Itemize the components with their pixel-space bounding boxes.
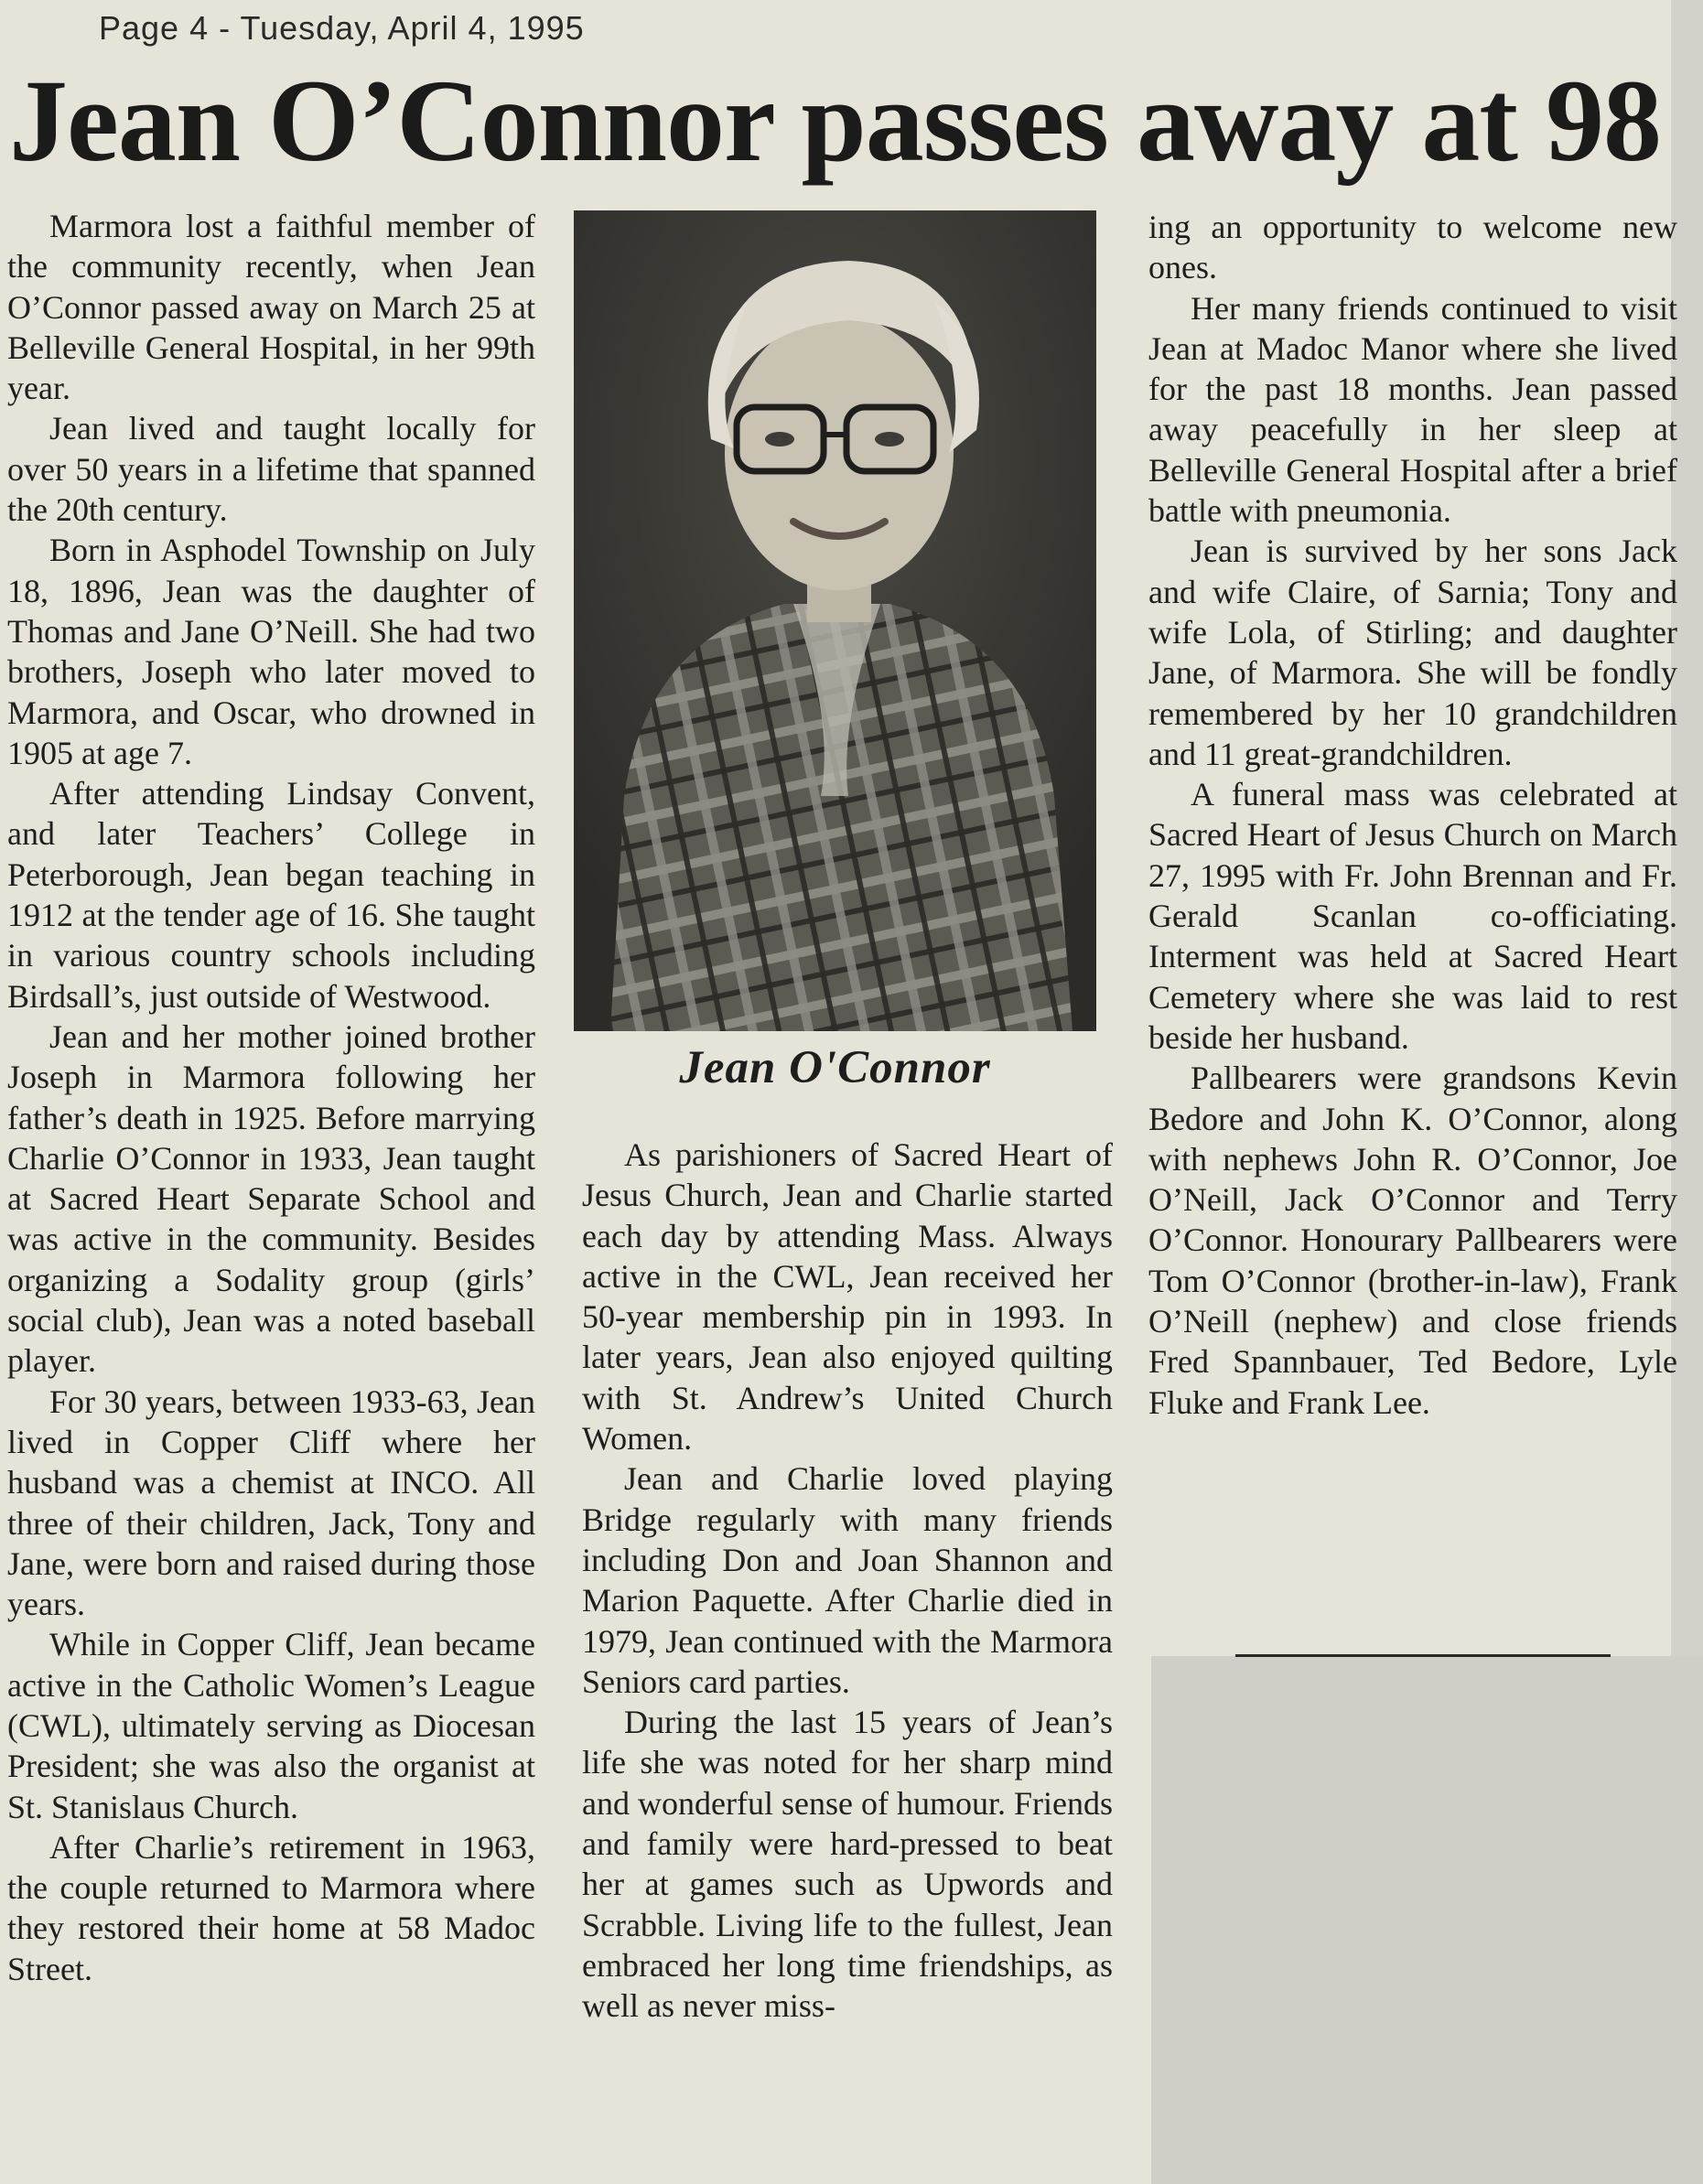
photo-caption: Jean O'Connor — [679, 1042, 991, 1093]
article-column-2 — [582, 1135, 1113, 2027]
page-dateline: Page 4 - Tuesday, April 4, 1995 — [99, 9, 585, 47]
paragraph: After Charlie’s retirement in 1963, the couple returned to Marmora where they restored their home at 58 Madoc Street. — [7, 1828, 535, 1987]
article-column-3 — [1148, 207, 1677, 1423]
paragraph: Jean is survived by her sons Jack and wife Claire, of Sarnia; Tony and wife Lola, of Stirling; and daughter Jane, of Marmora. She will be fondly remembered by her 10 grandchildren and 11 great-grandchildren. — [1148, 533, 1677, 772]
paragraph: For 30 years, between 1933-63, Jean lived in Copper Cliff where her husband was a chemist at INCO. All three of their children, Jack, Tony and Jane, were born and raised during those years. — [7, 1382, 535, 1623]
article-column-1 — [7, 206, 535, 1989]
paragraph: While in Copper Cliff, Jean became active in the Catholic Women’s League (CWL), ultimately serving as Diocesan President; she was also the organist at St. Stanislaus Church. — [7, 1626, 535, 1825]
scan-background — [1151, 1656, 1703, 2184]
paragraph: After attending Lindsay Convent, and later Teachers’ College in Peterborough, Jean began teaching in 1912 at the tender age of 16. She taught in various country schools including Birdsall’s, just outside of Westwood. — [7, 775, 535, 1015]
paragraph: During the last 15 years of Jean’s life she was noted for her sharp mind and wonderful sense of humour. Friends and family were hard-pressed to beat her at games such as Upwords and Scrabble. Living life to the fullest, Jean embraced her long time friendships, as well as never miss- — [582, 1704, 1113, 2025]
end-of-article-rule — [1235, 1654, 1611, 1657]
paragraph: As parishioners of Sacred Heart of Jesus Church, Jean and Charlie started each day by attending Mass. Always active in the CWL, Jean received her 50-year membership pin in 1993. In later years, Jean also enjoyed quilting with St. Andrew’s United Church Women. — [582, 1136, 1113, 1458]
paragraph: Pallbearers were grandsons Kevin Bedore and John K. O’Connor, along with nephews John R. O’Connor, Joe O’Neill, Jack O’Connor and Terry O’Connor. Honourary Pallbearers were Tom O’Connor (brother-in-law), Frank O’Neill (nephew) and close friends Fred Spannbauer, Ted Bedore, Lyle Fluke and Frank Lee. — [1148, 1060, 1677, 1421]
paragraph: Born in Asphodel Township on July 18, 1896, Jean was the daughter of Thomas and Jane O’Neill. She had two brothers, Joseph who later moved to Marmora, and Oscar, who drowned in 1905 at age 7. — [7, 532, 535, 771]
paragraph: Jean lived and taught locally for over 50 years in a lifetime that spanned the 20th century. — [7, 410, 535, 529]
paragraph: Jean and her mother joined brother Joseph in Marmora following her father’s death in 1925. Before marrying Charlie O’Connor in 1933, Jean taught at Sacred Heart Separate School and was active in the community. Besides organizing a Sodality group (girls’ social club), Jean was a noted baseball player. — [7, 1017, 535, 1380]
paragraph: A funeral mass was celebrated at Sacred Heart of Jesus Church on March 27, 1995 with Fr. John Brennan and Fr. Gerald Scanlan co-officiating. Interment was held at Sacred Heart Cemetery where she was laid to rest beside her husband. — [1148, 776, 1677, 1056]
paragraph-continuation: ing an opportunity to welcome new ones. — [1148, 209, 1677, 286]
paragraph: Jean and Charlie loved playing Bridge regularly with many friends including Don and Joan Shannon and Marion Paquette. After Charlie died in 1979, Jean continued with the Marmora Seniors card parties. — [582, 1460, 1113, 1700]
portrait-image — [574, 210, 1096, 1031]
headline: Jean O’Connor passes away at 98 — [9, 56, 1661, 186]
portrait-photo — [574, 210, 1096, 1031]
paragraph: Marmora lost a faithful member of the community recently, when Jean O’Connor passed away on March 25 at Belleville General Hospital, in her 99th year. — [7, 208, 535, 407]
paragraph: Her many friends continued to visit Jean at Madoc Manor where she lived for the past 18 months. Jean passed away peacefully in her sleep at Belleville General Hospital after a brief battle with pneumonia. — [1148, 289, 1677, 530]
